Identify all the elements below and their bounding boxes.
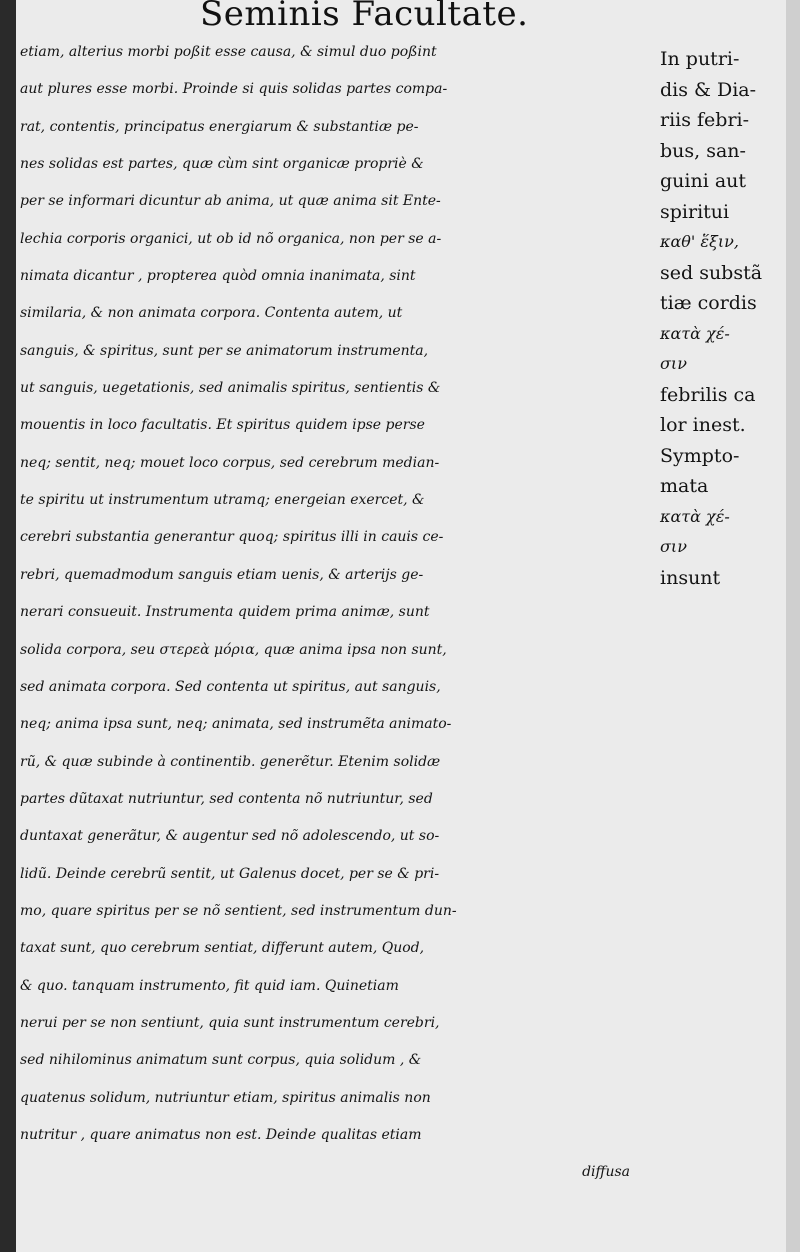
text-line: partes dũtaxat nutriuntur, sed contenta nõ nutriuntur, sed <box>20 790 433 807</box>
text-line: te spiritu ut instrumentum utramq; energeian exercet, & <box>20 492 425 509</box>
text-line: mouentis in loco facultatis. Et spiritus quidem ipse perse <box>20 417 425 434</box>
text-line: nerui per se non sentiunt, quia sunt instrumentum cerebri, <box>20 1014 440 1031</box>
text-line: per se informari dicuntur ab anima, ut quæ anima sit Ente- <box>20 193 441 210</box>
margin-note-line: lor inest. <box>660 414 746 436</box>
text-line: similaria, & non animata corpora. Contenta autem, ut <box>20 305 403 322</box>
margin-note-line: spiritui <box>660 200 730 223</box>
margin-note-line: febrilis ca <box>660 383 756 406</box>
text-line: ut sanguis, uegetationis, sed animalis spiritus, sentientis & <box>20 380 441 397</box>
margin-note-line: riis febri- <box>660 109 750 131</box>
text-line: rat, contentis, principatus energiarum & substantiæ pe- <box>20 118 419 135</box>
margin-note-line: κατὰ χέ- <box>660 323 730 343</box>
text-line: cerebri substantia generantur quoq; spiritus illi in cauis ce- <box>20 529 444 546</box>
margin-note-line: σιν <box>660 354 687 373</box>
margin-note-line: Sympto- <box>660 444 740 467</box>
margin-note-line: bus, san- <box>660 139 746 162</box>
margin-note-line: κατὰ χέ- <box>660 506 730 526</box>
text-line: taxat sunt, quo cerebrum sentiat, differunt autem, Quod, <box>20 940 425 957</box>
marginal-notes <box>660 44 790 593</box>
text-line: nerari consueuit. Instrumenta quidem prima animæ, sunt <box>20 604 430 621</box>
margin-note-line: In putri- <box>660 48 740 70</box>
margin-note-line: tiæ cordis <box>660 292 757 314</box>
page-gutter-shadow <box>0 0 16 1252</box>
text-line: lechia corporis organici, ut ob id nõ organica, non per se a- <box>20 230 442 247</box>
margin-note-line: σιν <box>660 537 687 556</box>
text-line: aut plures esse morbi. Proinde si quis solidas partes compa- <box>20 81 448 98</box>
margin-note-line: mata <box>660 475 709 497</box>
text-line: sed nihilominus animatum sunt corpus, quia solidum , & <box>20 1052 422 1069</box>
text-line: rebri, quemadmodum sanguis etiam uenis, & arterijs ge- <box>20 566 424 583</box>
text-line: sanguis, & spiritus, sunt per se animatorum instrumenta, <box>20 342 429 359</box>
text-line: sed animata corpora. Sed contenta ut spiritus, aut sanguis, <box>20 678 441 695</box>
margin-note-line: καθ' ἕξιν, <box>660 232 739 251</box>
margin-note-line: dis & Dia- <box>660 78 757 101</box>
text-line: & quo. tanquam instrumento, fit quid iam. Quinetiam <box>20 977 399 994</box>
text-line: nimata dicantur , propterea quòd omnia inanimata, sint <box>20 268 416 285</box>
text-line: rũ, & quæ subinde à continentib. generẽtur. Etenim solidæ <box>20 753 441 770</box>
text-line: neq; sentit, neq; mouet loco corpus, sed cerebrum median- <box>20 454 440 471</box>
catchword: diffusa <box>582 1164 630 1181</box>
text-line: mo, quare spiritus per se nõ sentient, sed instrumentum dun- <box>20 902 457 919</box>
text-line: nes solidas est partes, quæ cùm sint organicæ propriè & <box>20 156 424 173</box>
text-line: quatenus solidum, nutriuntur etiam, spiritus animalis non <box>20 1089 431 1106</box>
text-line: nutritur , quare animatus non est. Deinde qualitas etiam <box>20 1126 422 1143</box>
text-line: neq; anima ipsa sunt, neq; animata, sed instrumẽta animato- <box>20 716 452 733</box>
running-head: Seminis Facultate. <box>200 0 529 34</box>
text-line: solida corpora, seu στερεὰ μόρια, quæ anima ipsa non sunt, <box>20 641 447 658</box>
margin-note-line: insunt <box>660 566 721 589</box>
text-line: lidũ. Deinde cerebrũ sentit, ut Galenus docet, per se & pri- <box>20 865 440 882</box>
text-line: duntaxat generãtur, & augentur sed nõ adolescendo, ut so- <box>20 828 440 845</box>
main-text-block <box>20 34 662 1192</box>
text-line: etiam, alterius morbi poßit esse causa, & simul duo poßint <box>20 44 437 60</box>
margin-note-line: guini aut <box>660 170 747 192</box>
margin-note-line: sed substã <box>660 261 763 284</box>
